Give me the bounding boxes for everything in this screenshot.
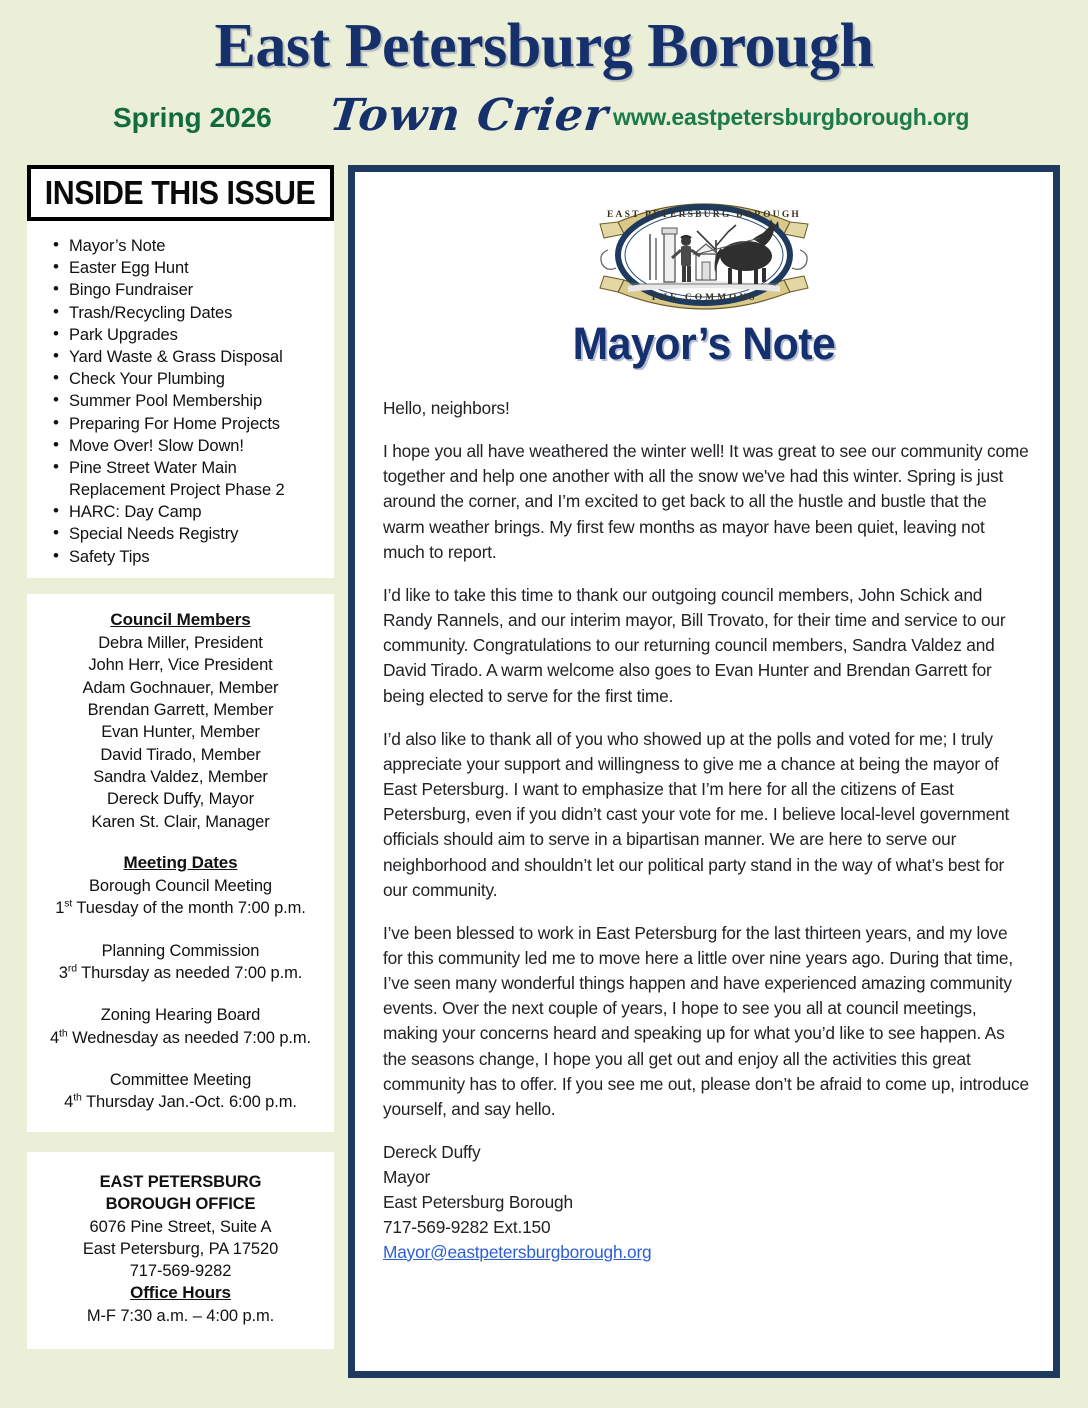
toc-item-label: Special Needs Registry — [69, 525, 239, 544]
article-paragraph: I hope you all have weathered the winter well! It was great to see our community come together and help one another with all the snow we've had this winter. Spring is just around the corner, and I’m excited to get back to all the hustle and bustle that the warm weather brings. My first few months as mayor have been quiet, leaving not much to report. — [383, 441, 1029, 562]
meeting-schedule — [35, 1091, 326, 1113]
toc-item-label: Trash/Recycling Dates — [69, 303, 233, 322]
meeting-schedule-text: Tuesday of the month 7:00 p.m. — [72, 899, 306, 918]
office-hours: M-F 7:30 a.m. – 4:00 p.m. — [86, 1306, 275, 1325]
council-and-meetings-panel — [27, 594, 334, 1132]
toc-item-label: Mayor’s Note — [69, 237, 166, 255]
article-greeting: Hello, neighbors! — [383, 398, 510, 418]
toc-item-label: Easter Egg Hunt — [69, 259, 189, 278]
borough-seal-logo — [377, 188, 1031, 316]
office-name-line2: BOROUGH OFFICE — [105, 1194, 256, 1213]
newsletter-title: East Petersburg Borough — [214, 12, 874, 80]
meeting-ordinal-suffix: th — [73, 1091, 82, 1104]
issue-season: Spring 2026 — [113, 102, 272, 133]
meeting-name: Borough Council Meeting — [89, 876, 272, 895]
page-body — [0, 155, 1088, 1408]
meeting-schedule-text: Wednesday as needed 7:00 p.m. — [67, 1028, 312, 1047]
list-item[interactable] — [53, 346, 324, 368]
council-member: Adam Gochnauer, Member — [82, 678, 279, 697]
council-member: David Tirado, Member — [100, 745, 261, 764]
office-phone: 717-569-9282 — [129, 1262, 232, 1281]
borough-seal-icon — [588, 188, 820, 316]
website-url[interactable]: www.eastpetersburgborough.org — [613, 104, 970, 130]
toc-item-label: Preparing For Home Projects — [69, 414, 280, 433]
meeting-ordinal: 1 — [55, 899, 65, 918]
masthead-subrow — [0, 90, 1088, 145]
council-member: Debra Miller, President — [98, 633, 263, 652]
list-item[interactable] — [53, 501, 324, 523]
spacer — [35, 833, 326, 853]
toc-item-label-continuation: Replacement Project Phase 2 — [69, 481, 285, 500]
toc-item-label: Move Over! Slow Down! — [69, 436, 244, 455]
meeting-name: Planning Commission — [101, 941, 260, 960]
meeting-ordinal: 4 — [49, 1028, 60, 1047]
signature-phone: 717-569-9282 Ext.150 — [383, 1216, 551, 1237]
office-hours-heading: Office Hours — [130, 1282, 231, 1302]
list-item[interactable] — [53, 257, 324, 279]
council-member: Dereck Duffy, Mayor — [107, 790, 254, 809]
inside-this-issue-label: INSIDE THIS ISSUE — [45, 174, 316, 211]
meeting-dates-heading: Meeting Dates — [123, 852, 238, 872]
signature-organization: East Petersburg Borough — [383, 1191, 573, 1212]
inside-this-issue-panel — [27, 165, 334, 578]
toc-item-label: Safety Tips — [69, 547, 150, 566]
masthead — [0, 0, 1088, 155]
publication-name: Town Crier — [327, 90, 612, 141]
toc-item-label: Bingo Fundraiser — [69, 281, 194, 300]
council-member: Karen St. Clair, Manager — [91, 812, 270, 831]
toc-item-label: Yard Waste & Grass Disposal — [69, 347, 283, 366]
sidebar — [27, 165, 334, 1349]
article-body — [377, 396, 1031, 1265]
list-item[interactable] — [53, 324, 324, 346]
meeting-schedule — [35, 897, 326, 919]
meeting-ordinal-suffix: rd — [67, 962, 77, 975]
council-member: Brendan Garrett, Member — [87, 700, 274, 719]
inside-this-issue-header — [27, 165, 334, 221]
council-members-heading: Council Members — [110, 609, 251, 629]
list-item[interactable] — [53, 390, 324, 412]
seal-bottom-text: THE COMMONS — [650, 293, 758, 303]
spacer — [35, 1049, 326, 1069]
toc-item-label: Park Upgrades — [69, 325, 178, 344]
meeting-schedule — [35, 962, 326, 984]
toc-item-label: Summer Pool Membership — [69, 392, 263, 411]
article-paragraph: I’ve been blessed to work in East Petersburg for the last thirteen years, and my love for this community led me to move here a little over nine years ago. During that time, I’ve seen many wonderful things happen and have experienced amazing community events. Over the next couple of years, I hope to see you all at council meetings, making your concerns heard and speaking up for what you’d like to see happen. As the seasons change, I hope you all get out and enjoy all the activities this great community has to offer. If you see me out, please don’t be afraid to come up, introduce yourself, and say hello. — [383, 922, 1029, 1119]
mayors-note-article — [348, 165, 1060, 1378]
meeting-ordinal: 3 — [58, 963, 68, 982]
list-item[interactable] — [53, 523, 324, 545]
spacer — [35, 920, 326, 940]
list-item[interactable] — [53, 413, 324, 435]
signature-email-link[interactable]: Mayor@eastpetersburgborough.org — [383, 1241, 652, 1262]
toc-list — [27, 231, 334, 568]
signature-name: Dereck Duffy — [383, 1142, 481, 1163]
spacer — [35, 984, 326, 1004]
list-item[interactable] — [53, 279, 324, 301]
list-item[interactable] — [53, 457, 324, 501]
signature-block — [383, 1140, 1029, 1265]
council-member: Evan Hunter, Member — [101, 723, 260, 742]
council-member: John Herr, Vice President — [88, 656, 273, 675]
signature-role: Mayor — [383, 1166, 431, 1187]
meeting-ordinal-suffix: st — [64, 897, 73, 910]
borough-office-panel — [27, 1152, 334, 1349]
list-item[interactable] — [53, 302, 324, 324]
council-member: Sandra Valdez, Member — [93, 767, 268, 786]
meeting-ordinal: 4 — [64, 1093, 74, 1112]
office-address-line1: 6076 Pine Street, Suite A — [89, 1217, 272, 1236]
toc-item-label: Check Your Plumbing — [69, 370, 225, 389]
article-title: Mayor’s Note — [572, 318, 836, 369]
meeting-schedule-text: Thursday Jan.-Oct. 6:00 p.m. — [81, 1093, 297, 1112]
list-item[interactable] — [53, 235, 324, 257]
toc-item-label: Pine Street Water Main — [69, 458, 237, 477]
toc-item-label: HARC: Day Camp — [69, 503, 202, 522]
meeting-name: Zoning Hearing Board — [100, 1006, 261, 1025]
office-name-line1: EAST PETERSBURG — [99, 1172, 262, 1191]
list-item[interactable] — [53, 368, 324, 390]
meeting-name: Committee Meeting — [109, 1070, 252, 1089]
list-item[interactable] — [53, 435, 324, 457]
meeting-schedule — [35, 1027, 326, 1049]
list-item[interactable] — [53, 546, 324, 568]
seal-top-text: EAST PETERSBURG BOROUGH — [606, 210, 802, 220]
meeting-schedule-text: Thursday as needed 7:00 p.m. — [77, 963, 303, 982]
article-paragraph: I’d also like to thank all of you who showed up at the polls and voted for me; I truly appreciate your support and willingness to give me a chance at being the mayor of East Petersburg. I want to emphasize that I’m here for all the citizens of East Petersburg, even if you didn’t cast your vote for me. I believe local-level government officials should aim to serve in a bipartisan manner. We are here to serve our neighborhood and shouldn’t let our political party stand in the way of what’s best for our community. — [383, 728, 1010, 900]
article-paragraph: I’d like to take this time to thank our outgoing council members, John Schick and Randy Rannels, and our interim mayor, Bill Trovato, for their time and service to our community. Congratulations to our returning council members, Sandra Valdez and David Tirado. A warm welcome also goes to Evan Hunter and Brendan Garrett for being elected to serve for the first time. — [383, 584, 1006, 706]
office-address-line2: East Petersburg, PA 17520 — [82, 1239, 279, 1258]
meeting-ordinal-suffix: th — [59, 1027, 68, 1040]
